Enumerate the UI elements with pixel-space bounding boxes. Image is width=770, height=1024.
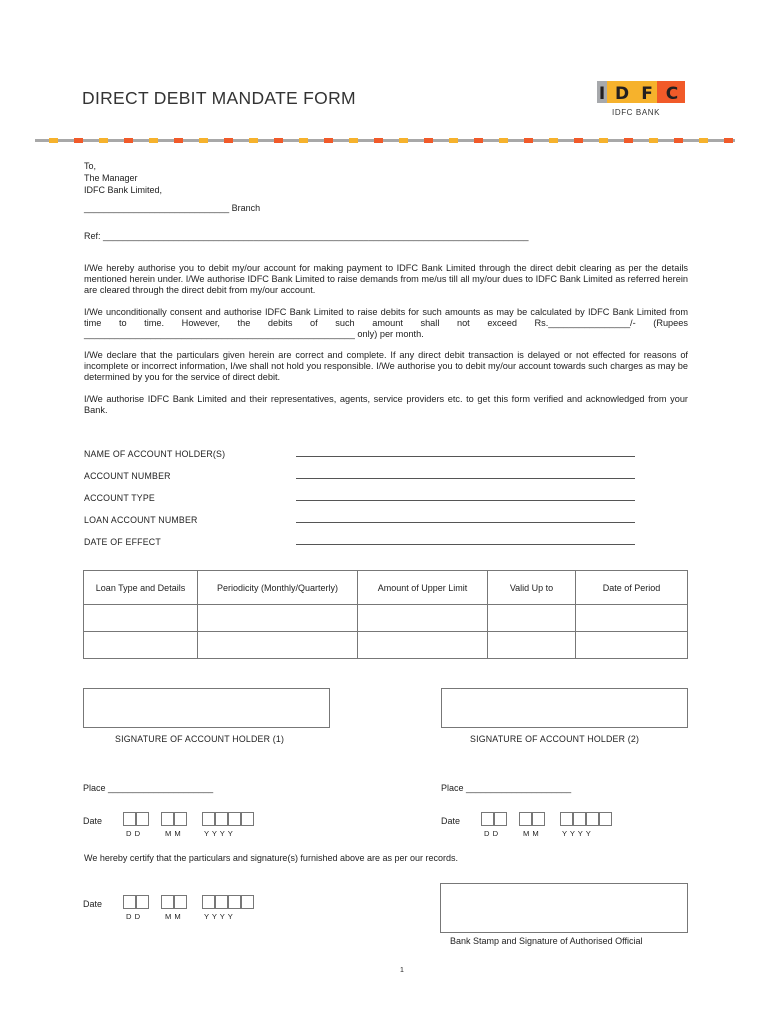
- divider-segment: [49, 138, 58, 143]
- place-blank: _____________________: [466, 783, 572, 793]
- bank-stamp-caption: Bank Stamp and Signature of Authorised Official: [450, 936, 643, 946]
- signature-caption-holder-1: SIGNATURE OF ACCOUNT HOLDER (1): [115, 734, 285, 744]
- date-input-holder-1[interactable]: [123, 812, 255, 826]
- date-digit-box[interactable]: [136, 895, 149, 909]
- certification-text: We hereby certify that the particulars and signature(s) furnished above are as per our records.: [84, 853, 459, 863]
- account-type-field[interactable]: [296, 500, 635, 501]
- loan-account-number-field[interactable]: [296, 522, 635, 523]
- table-header: Loan Type and Details: [84, 571, 198, 605]
- place-label: Place: [441, 783, 464, 793]
- divider-segment: [124, 138, 133, 143]
- date-format-month: M M: [523, 829, 540, 838]
- divider-segment: [524, 138, 533, 143]
- declaration-paragraph: I/We hereby authorise you to debit my/our account for making payment to IDFC Bank Limited through the direct debit clearing as per the details mentioned herein under. I/We authorise IDFC Bank Limited to raise demands from me/us till all my/our dues to IDFC Bank Limited as referred herein are cleared through the direct debit from my/our account.: [84, 263, 688, 296]
- divider-segment: [424, 138, 433, 143]
- ref-line[interactable]: [84, 231, 529, 243]
- logo-letter-f: F: [641, 84, 653, 104]
- address-to: To,: [84, 161, 97, 171]
- divider-segment: [99, 138, 108, 143]
- divider-segment: [374, 138, 383, 143]
- table-cell[interactable]: [198, 605, 358, 632]
- account-holder-field[interactable]: [296, 456, 635, 457]
- branch-blank: _____________________________: [84, 203, 230, 213]
- date-format-year: Y Y Y Y: [204, 829, 234, 838]
- table-cell[interactable]: [488, 605, 576, 632]
- logo-letter-c: C: [665, 84, 679, 104]
- divider-segment: [199, 138, 208, 143]
- divider-segment: [474, 138, 483, 143]
- table-header-row: [84, 571, 688, 605]
- field-label-account-number: ACCOUNT NUMBER: [84, 471, 171, 481]
- field-label-account-type: ACCOUNT TYPE: [84, 493, 155, 503]
- place-field-holder-1[interactable]: [83, 783, 213, 793]
- divider-segment: [599, 138, 608, 143]
- page-number: 1: [400, 967, 404, 974]
- date-digit-box[interactable]: [136, 812, 149, 826]
- divider-segment: [174, 138, 183, 143]
- declaration-paragraph: I/We unconditionally consent and authorise IDFC Bank Limited to raise debits for such amounts as may be calculated by IDFC Bank Limited from time to time. However, the debits of such amount shall not exceed Rs.________________/- (Rupees _____________________________________________________ only) per month.: [84, 307, 688, 340]
- date-digit-box[interactable]: [519, 812, 532, 826]
- table-cell[interactable]: [358, 605, 488, 632]
- divider-segment: [499, 138, 508, 143]
- table-header: Valid Up to: [488, 571, 576, 605]
- branch-label: Branch: [231, 203, 261, 213]
- table-row: [84, 632, 688, 659]
- date-digit-box[interactable]: [241, 895, 254, 909]
- divider-segment: [724, 138, 733, 143]
- date-digit-box[interactable]: [532, 812, 545, 826]
- date-of-effect-field[interactable]: [296, 544, 635, 545]
- date-digit-box[interactable]: [161, 895, 174, 909]
- date-digit-box[interactable]: [123, 895, 136, 909]
- date-digit-box[interactable]: [202, 895, 215, 909]
- declaration-paragraph: I/We authorise IDFC Bank Limited and their representatives, agents, service providers etc. to get this form verified and acknowledged from your Bank.: [84, 394, 688, 416]
- date-digit-box[interactable]: [174, 895, 187, 909]
- date-label: Date: [441, 816, 461, 826]
- logo-letter-i: I: [598, 84, 606, 104]
- date-input-holder-2[interactable]: [481, 812, 613, 826]
- divider-segment: [249, 138, 258, 143]
- date-format-year: Y Y Y Y: [204, 912, 234, 921]
- divider-segment: [549, 138, 558, 143]
- date-digit-box[interactable]: [494, 812, 507, 826]
- table-cell[interactable]: [358, 632, 488, 659]
- place-field-holder-2[interactable]: [441, 783, 571, 793]
- date-label: Date: [83, 899, 103, 909]
- divider-segment: [74, 138, 83, 143]
- date-digit-box[interactable]: [123, 812, 136, 826]
- mandate-table: [83, 570, 688, 659]
- field-label-account-holder: NAME OF ACCOUNT HOLDER(S): [84, 449, 226, 459]
- date-digit-box[interactable]: [215, 812, 228, 826]
- table-header: Amount of Upper Limit: [358, 571, 488, 605]
- date-format-month: M M: [165, 829, 182, 838]
- divider-segment: [324, 138, 333, 143]
- date-format-day: D D: [126, 829, 141, 838]
- date-digit-box[interactable]: [560, 812, 573, 826]
- divider-segment: [624, 138, 633, 143]
- date-digit-box[interactable]: [228, 895, 241, 909]
- table-row: [84, 605, 688, 632]
- divider-segment: [649, 138, 658, 143]
- date-digit-box[interactable]: [161, 812, 174, 826]
- divider-segment: [299, 138, 308, 143]
- date-digit-box[interactable]: [241, 812, 254, 826]
- divider-segment: [449, 138, 458, 143]
- ref-blank: _____________________________________________________________________________________: [103, 231, 529, 241]
- date-digit-box[interactable]: [481, 812, 494, 826]
- divider-segment: [699, 138, 708, 143]
- declaration-paragraph: I/We declare that the particulars given herein are correct and complete. If any direct debit transaction is delayed or not effected for reasons of incomplete or incorrect information, I/we shall not hold you responsible. I/We authorise you to debit my/our account towards such charges as may be determined by you for the service of direct debit.: [84, 350, 688, 383]
- branch-line[interactable]: [84, 203, 260, 215]
- date-digit-box[interactable]: [586, 812, 599, 826]
- date-input-bank[interactable]: [123, 895, 255, 909]
- divider-segment: [674, 138, 683, 143]
- table-header: Date of Period: [576, 571, 688, 605]
- header-divider: [35, 138, 735, 144]
- idfc-logo: [597, 81, 687, 105]
- account-number-field[interactable]: [296, 478, 635, 479]
- divider-segment: [149, 138, 158, 143]
- table-cell[interactable]: [84, 605, 198, 632]
- table-cell[interactable]: [576, 632, 688, 659]
- bank-stamp-box[interactable]: [440, 883, 688, 933]
- divider-segment: [224, 138, 233, 143]
- ref-label: Ref:: [84, 231, 101, 241]
- table-cell[interactable]: [576, 605, 688, 632]
- field-label-loan-account-number: LOAN ACCOUNT NUMBER: [84, 515, 198, 525]
- table-header: Periodicity (Monthly/Quarterly): [198, 571, 358, 605]
- date-digit-box[interactable]: [573, 812, 586, 826]
- signature-box-holder-1[interactable]: [83, 688, 330, 728]
- date-format-day: D D: [126, 912, 141, 921]
- date-digit-box[interactable]: [202, 812, 215, 826]
- date-digit-box[interactable]: [599, 812, 612, 826]
- date-digit-box[interactable]: [228, 812, 241, 826]
- logo-letter-d: D: [614, 84, 630, 104]
- address-bank: IDFC Bank Limited,: [84, 185, 163, 195]
- place-label: Place: [83, 783, 106, 793]
- page-title: DIRECT DEBIT MANDATE FORM: [82, 88, 356, 108]
- date-format-day: D D: [484, 829, 499, 838]
- date-label: Date: [83, 816, 103, 826]
- divider-segment: [399, 138, 408, 143]
- divider-segment: [349, 138, 358, 143]
- field-label-date-of-effect: DATE OF EFFECT: [84, 537, 161, 547]
- table-cell[interactable]: [198, 632, 358, 659]
- logo-subtitle: IDFC BANK: [612, 108, 661, 117]
- place-blank: _____________________: [108, 783, 214, 793]
- address-manager: The Manager: [84, 173, 138, 183]
- date-digit-box[interactable]: [174, 812, 187, 826]
- date-digit-box[interactable]: [215, 895, 228, 909]
- divider-segment: [574, 138, 583, 143]
- date-format-year: Y Y Y Y: [562, 829, 592, 838]
- signature-box-holder-2[interactable]: [441, 688, 688, 728]
- table-cell[interactable]: [84, 632, 198, 659]
- divider-segment: [274, 138, 283, 143]
- signature-caption-holder-2: SIGNATURE OF ACCOUNT HOLDER (2): [470, 734, 640, 744]
- table-cell[interactable]: [488, 632, 576, 659]
- date-format-month: M M: [165, 912, 182, 921]
